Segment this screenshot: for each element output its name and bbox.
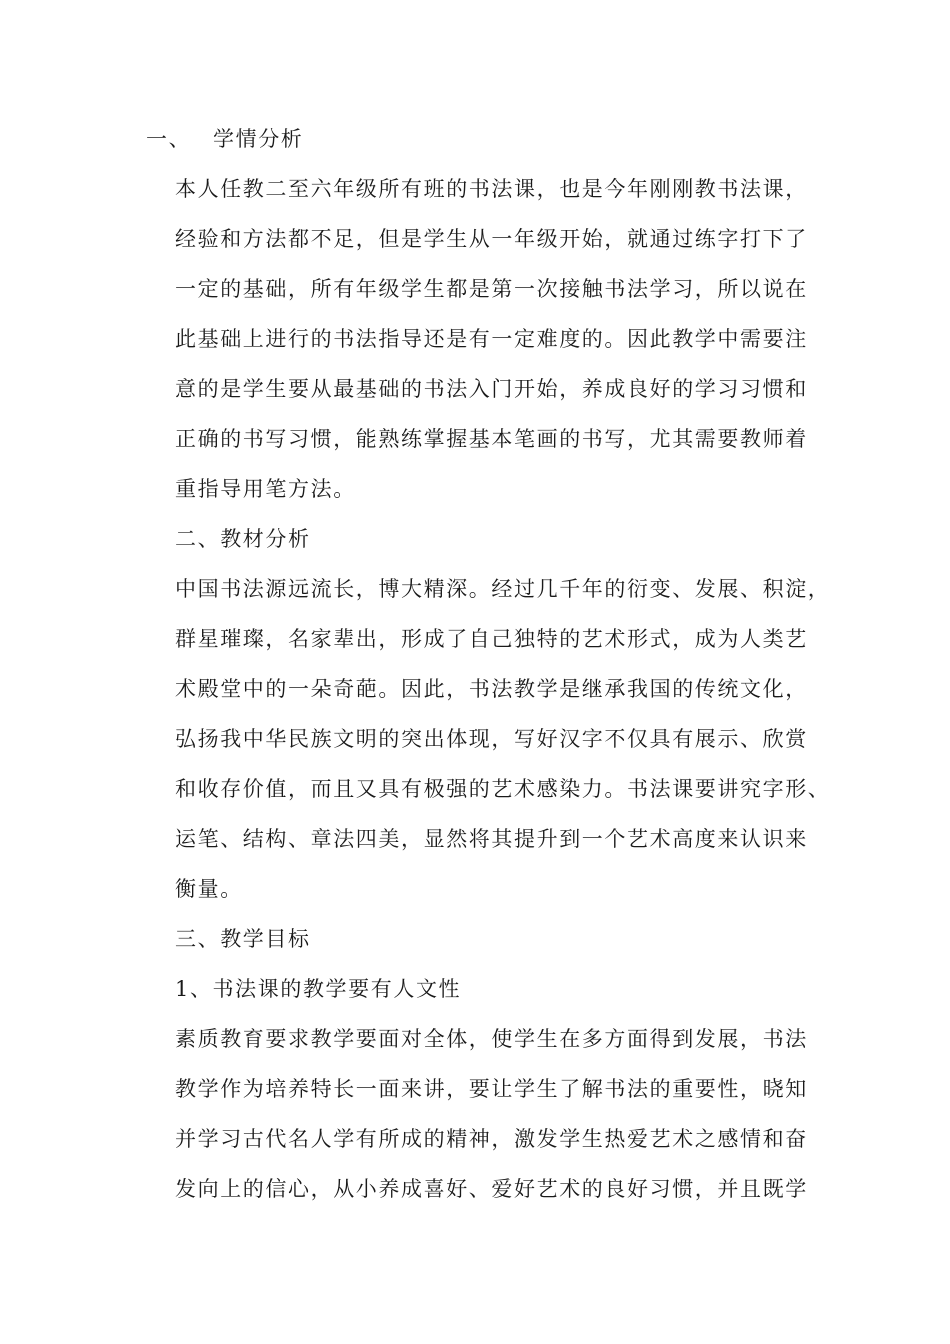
section-1-title: 学情分析 — [213, 127, 304, 151]
paragraph-line: 术殿堂中的一朵奇葩。因此，书法教学是继承我国的传统文化， — [175, 677, 808, 701]
section-3-subtitle: 1、书法课的教学要有人文性 — [175, 977, 462, 1001]
paragraph-line: 本人任教二至六年级所有班的书法课，也是今年刚刚教书法课， — [175, 177, 808, 201]
paragraph-line: 一定的基础，所有年级学生都是第一次接触书法学习，所以说在 — [175, 277, 808, 301]
paragraph-line: 并学习古代名人学有所成的精神，激发学生热爱艺术之感情和奋 — [175, 1127, 808, 1151]
paragraph-line: 正确的书写习惯，能熟练掌握基本笔画的书写，尤其需要教师着 — [175, 427, 808, 451]
paragraph-line: 衡量。 — [175, 877, 243, 901]
paragraph-line: 发向上的信心，从小养成喜好、爱好艺术的良好习惯，并且既学 — [175, 1177, 808, 1201]
paragraph-line: 经验和方法都不足，但是学生从一年级开始，就通过练字打下了 — [175, 227, 808, 251]
paragraph-line: 群星璀璨，名家辈出，形成了自己独特的艺术形式，成为人类艺 — [175, 627, 808, 651]
paragraph-line: 运笔、结构、章法四美，显然将其提升到一个艺术高度来认识来 — [175, 827, 808, 851]
paragraph-line: 重指导用笔方法。 — [175, 477, 356, 501]
section-2-title: 二、教材分析 — [175, 527, 311, 551]
paragraph-line: 中国书法源远流长，博大精深。经过几千年的衍变、发展、积淀， — [175, 577, 831, 601]
section-3-title: 三、教学目标 — [175, 927, 311, 951]
paragraph-line: 素质教育要求教学要面对全体，使学生在多方面得到发展，书法 — [175, 1027, 808, 1051]
paragraph-line: 意的是学生要从最基础的书法入门开始，养成良好的学习习惯和 — [175, 377, 808, 401]
section-1-number: 一、 — [146, 127, 192, 151]
paragraph-line: 和收存价值，而且又具有极强的艺术感染力。书法课要讲究字形、 — [175, 777, 831, 801]
paragraph-line: 弘扬我中华民族文明的突出体现，写好汉字不仅具有展示、欣赏 — [175, 727, 808, 751]
paragraph-line: 此基础上进行的书法指导还是有一定难度的。因此教学中需要注 — [175, 327, 808, 351]
paragraph-line: 教学作为培养特长一面来讲，要让学生了解书法的重要性，晓知 — [175, 1077, 808, 1101]
